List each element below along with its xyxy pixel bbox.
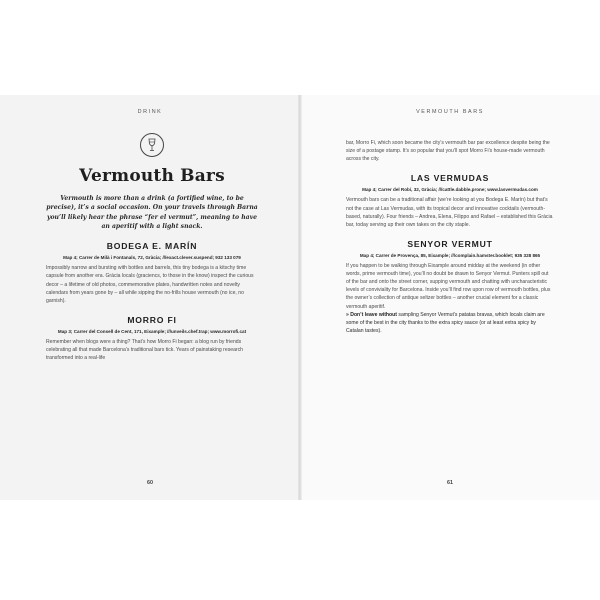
book-spread [0, 95, 600, 500]
venue-address-las-vermudas: Map 4; Carrer del Robí, 32, Gràcia; ///cattle.dabble.prone; www.lasvermudas.com [362, 187, 538, 193]
running-head-right: VERMOUTH BARS [416, 109, 484, 115]
left-page [0, 95, 300, 500]
venue-description-senyor-vermut: If you happen to be walking through Eixample around midday at the weekend (in other words, prime vermouth time), you’ll no doubt be drawn to Senyor Vermut. Punters spill out of the bar and onto the street corner, supping vermouth and chatting with uncharacteristic levels of conviviality for Barcelona. Inside you’ll find row upon row of vermouth bottles, plus the owner’s collection of antique seltzer bottles – another crucial element for a classic vermouth aperitif. [346, 263, 551, 310]
running-head-left: DRINK [137, 109, 163, 115]
book-gutter [298, 95, 302, 500]
page-number-left: 60 [147, 480, 153, 486]
page-number-right: 61 [447, 480, 453, 486]
venue-title-morro-fi: MORRO FI [127, 314, 177, 325]
venue-address-bodega-marin: Map 4; Carrer de Milà i Fontanals, 72, Gràcia; ///exact.clever.suspend; 932 133 079 [63, 255, 241, 261]
tip-text: sampling Senyor Vermut’s patatas bravas, which locals claim are some of the best in the city thanks to the extra spicy sauce (or at least extra spicy by Catalan tastes). [346, 311, 545, 334]
venue-description-morro-fi: Remember when blogs were a thing? That’s how Morro Fi began: a blog run by friends celebrating all that made Barcelona’s traditional bars tick. Years of painstaking research transformed into a real-life [46, 339, 243, 362]
tip-callout [346, 311, 554, 335]
chapter-title: Vermouth Bars [79, 166, 225, 186]
intro-text: Vermouth is more than a drink (a fortified wine, to be precise), it’s a social occasion. On your travels through Barna you’ll likely hear the phrase “fer el vermut”, meaning to have an aperitif with a light snack. [46, 195, 258, 230]
venue-description-bodega-marin: Impossibly narrow and bursting with bottles and barrels, this tiny bodega is a kitschy time capsule from another era. Gràcia locals (graciencs, to those in the know) inspect the curious decor – a lifetime of old photos, commemorative plates, handwritten notes and novelty calendars from years gone by – all while sipping the no-frills house vermouth (no ice, no garnish). [46, 265, 254, 304]
tip-lead: Don’t leave without [350, 311, 397, 318]
right-page [300, 95, 600, 500]
venue-address-senyor-vermut: Map 4; Carrer de Provença, 85, Eixample; ///complain.hamster.booklet; 935 328 865 [359, 252, 541, 258]
tip-marker: » [346, 311, 349, 318]
venue-address-morro-fi: Map 3; Carrer del Consell de Cent, 171, Eixample; ///unveils.chef.trap; www.morrofi.cat [57, 328, 247, 334]
right-page-content [346, 139, 554, 335]
left-page-content [46, 133, 258, 362]
venue-title-senyor-vermut: SENYOR VERMUT [407, 238, 493, 249]
continued-text: bar, Morro Fi, which soon became the city’s vermouth bar par excellence despite being the size of a postage stamp. It’s so popular that you’ll spot Morro Fi’s house-made vermouth across the city. [346, 140, 550, 163]
venue-description-las-vermudas: Vermouth bars can be a traditional affair (we’re looking at you Bodega E. Marín) but that’s not the case at Las Vermudas, with its tropical decor and innovative cocktails (vermouth-based, naturally). Four friends – Andrea, Elena, Filippo and Rafael – established this Gràcia bar, today serving up their own takes on the city staple. [346, 197, 553, 228]
venue-title-bodega-marin: BODEGA E. MARÍN [106, 241, 198, 252]
wine-glass-icon [140, 133, 164, 157]
venue-title-las-vermudas: LAS VERMUDAS [410, 173, 490, 184]
wine-glass-icon-graphic [146, 138, 158, 152]
